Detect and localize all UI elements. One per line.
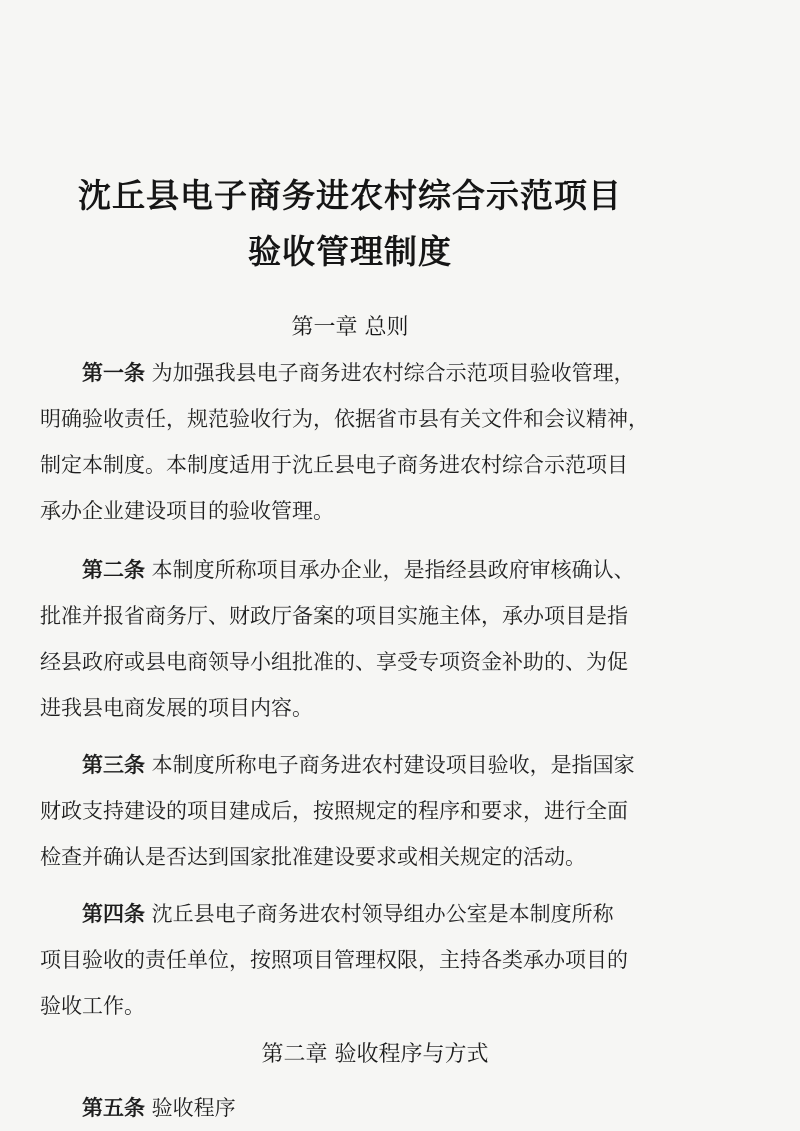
chapter-heading-2: 第二章 验收程序与方式 (261, 1042, 489, 1067)
article-2 (40, 547, 730, 731)
article-5 (40, 1085, 730, 1131)
article-3-line1: 第三条 本制度所称电子商务进农村建设项目验收，是指国家 (82, 753, 635, 777)
article-5-line1: 第五条 验收程序 (82, 1096, 236, 1120)
article-1-line4: 承办企业建设项目的验收管理。 (40, 499, 334, 523)
article-1-line3: 制定本制度。本制度适用于沈丘县电子商务进农村综合示范项目 (40, 453, 628, 477)
article-2-lead: 第二条 (82, 558, 145, 582)
article-3-lead: 第三条 (82, 753, 145, 777)
article-4-line2: 项目验收的责任单位，按照项目管理权限，主持各类承办项目的 (40, 948, 628, 972)
article-1-lead: 第一条 (82, 361, 145, 385)
article-3 (40, 742, 730, 880)
document-title-line2: 验收管理制度 (248, 232, 452, 271)
article-1-line1: 第一条 为加强我县电子商务进农村综合示范项目验收管理， (82, 361, 635, 385)
article-4-line3: 验收工作。 (40, 994, 145, 1018)
article-1-line2: 明确验收责任，规范验收行为，依据省市县有关文件和会议精神， (40, 407, 649, 431)
document-title-line1: 沈丘县电子商务进农村综合示范项目 (78, 176, 622, 215)
article-3-line3: 检查并确认是否达到国家批准建设要求或相关规定的活动。 (40, 845, 586, 869)
article-4-lead: 第四条 (82, 902, 145, 926)
article-2-line2: 批准并报省商务厅、财政厅备案的项目实施主体，承办项目是指 (40, 604, 628, 628)
article-5-lead: 第五条 (82, 1096, 145, 1120)
article-4 (40, 891, 730, 1029)
article-3-line2: 财政支持建设的项目建成后，按照规定的程序和要求，进行全面 (40, 799, 628, 823)
article-2-line4: 进我县电商发展的项目内容。 (40, 696, 313, 720)
article-2-line1: 第二条 本制度所称项目承办企业，是指经县政府审核确认、 (82, 558, 635, 582)
article-2-line3: 经县政府或县电商领导小组批准的、享受专项资金补助的、为促 (40, 650, 628, 674)
chapter-heading-1: 第一章 总则 (291, 315, 409, 340)
article-4-line1: 第四条 沈丘县电子商务进农村领导组办公室是本制度所称 (82, 902, 614, 926)
article-1 (40, 350, 730, 534)
